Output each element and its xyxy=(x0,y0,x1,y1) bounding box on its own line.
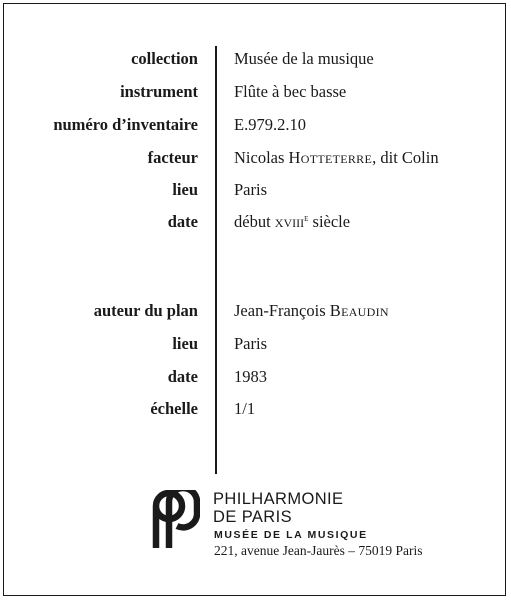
value-maker xyxy=(234,148,439,168)
row-plan-scale xyxy=(0,399,511,423)
value-inventory-number: E.979.2.10 xyxy=(234,115,306,134)
row-place xyxy=(0,180,511,204)
label-inventory-number: numéro d’inventaire xyxy=(53,115,198,134)
value-place: Paris xyxy=(234,180,267,199)
century-superscript: e xyxy=(304,213,309,224)
label-maker: facteur xyxy=(147,148,198,167)
label-plan-date: date xyxy=(167,367,198,386)
brand-subtitle: MUSÉE DE LA MUSIQUE xyxy=(214,529,368,541)
label-place: lieu xyxy=(172,180,198,199)
row-inventory-number xyxy=(0,115,511,139)
row-plan-date xyxy=(0,367,511,391)
brand-name-line2: DE PARIS xyxy=(213,508,292,526)
address: 221, avenue Jean-Jaurès – 75019 Paris xyxy=(214,543,423,558)
value-plan-scale: 1/1 xyxy=(234,399,256,418)
date-century xyxy=(275,212,309,231)
label-date: date xyxy=(167,212,198,231)
date-suffix: siècle xyxy=(308,212,351,231)
century-numeral: xviii xyxy=(274,212,305,231)
row-date xyxy=(0,212,511,236)
maker-first-name: Nicolas xyxy=(234,148,289,167)
label-plan-scale: échelle xyxy=(150,399,198,418)
value-collection: Musée de la musique xyxy=(234,49,374,68)
maker-surname: Hotteterre xyxy=(288,148,373,167)
plan-author-first-name: Jean-François xyxy=(234,301,330,320)
label-plan-author: auteur du plan xyxy=(93,301,198,320)
value-plan-place: Paris xyxy=(234,334,267,353)
value-date xyxy=(234,212,350,232)
maker-suffix: , dit Colin xyxy=(372,148,439,167)
row-plan-place xyxy=(0,334,511,358)
row-collection xyxy=(0,49,511,73)
label-instrument: instrument xyxy=(120,82,198,101)
label-plan-place: lieu xyxy=(172,334,198,353)
row-maker xyxy=(0,148,511,172)
label-collection: collection xyxy=(131,49,198,68)
date-prefix: début xyxy=(234,212,275,231)
value-plan-author xyxy=(234,301,389,321)
brand-name-line1: PHILHARMONIE xyxy=(213,490,344,508)
philharmonie-p-logo-icon xyxy=(152,490,200,550)
row-instrument xyxy=(0,82,511,106)
value-instrument: Flûte à bec basse xyxy=(234,82,347,101)
value-plan-date: 1983 xyxy=(234,367,267,386)
row-plan-author xyxy=(0,301,511,325)
plan-author-surname: Beaudin xyxy=(329,301,389,320)
